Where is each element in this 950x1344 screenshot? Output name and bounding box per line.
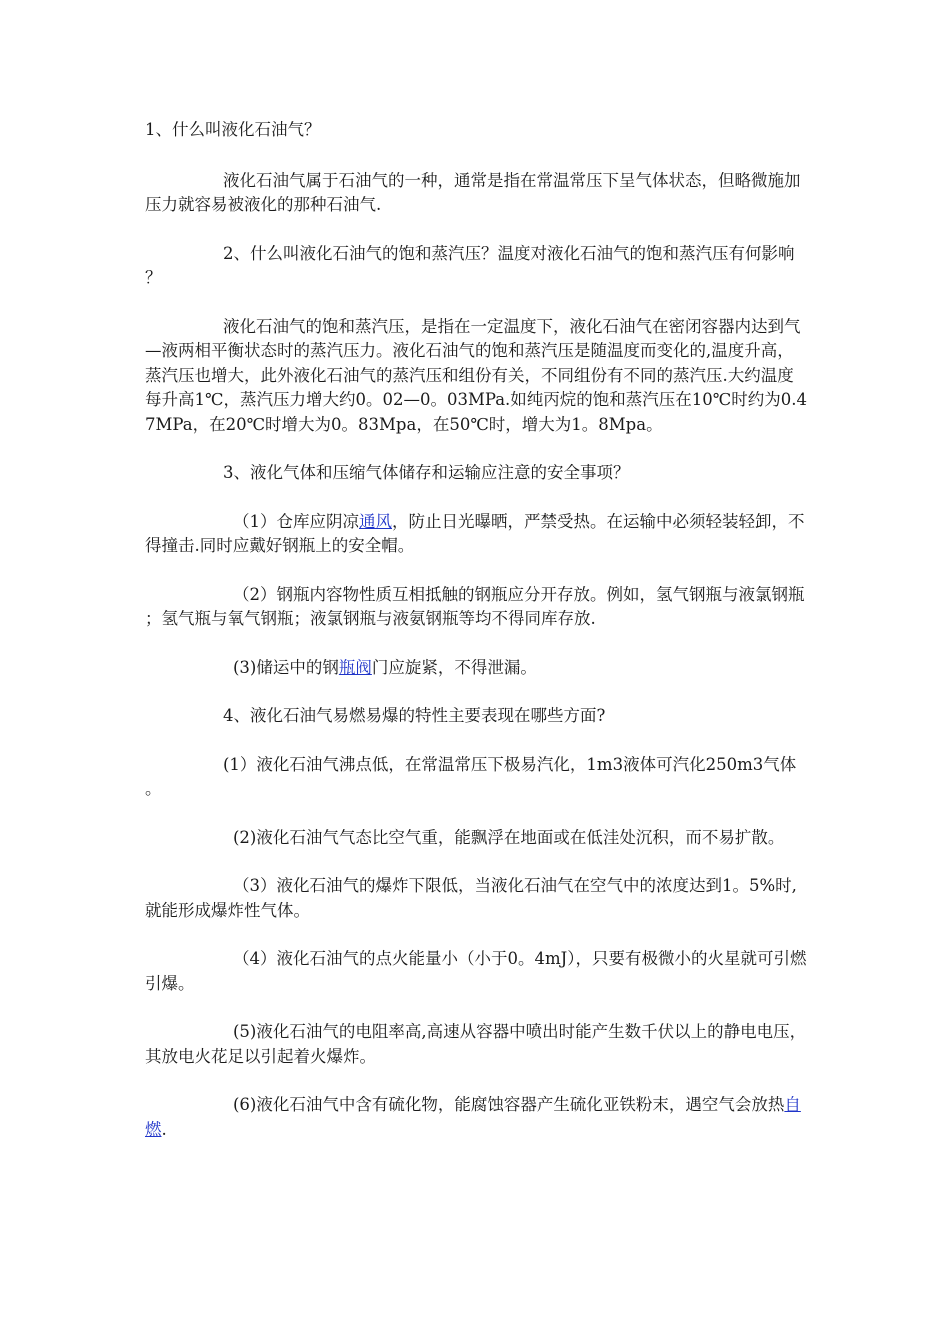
question-4-item-4: （4）液化石油气的点火能量小（小于0。4mJ），只要有极微小的火星就可引燃引爆。 (145, 949, 807, 993)
question-1-answer: 液化石油气属于石油气的一种，通常是指在常温常压下呈气体状态，但略微施加压力就容易被液化的那种石油气. (145, 170, 801, 214)
ventilation-link[interactable]: 通风 (359, 511, 392, 531)
question-4-item-6-text-before: (6)液化石油气中含有硫化物，能腐蚀容器产生硫化亚铁粉末，遇空气会放热 (233, 1095, 785, 1114)
question-4-title: 4、液化石油气易燃易爆的特性主要表现在哪些方面? (223, 706, 606, 725)
question-1-title: 1、什么叫液化石油气？ (145, 120, 321, 139)
question-3-item-1-text-before: （1）仓库应阴凉 (233, 511, 359, 531)
question-4-item-6 (145, 1093, 810, 1142)
document-body (145, 118, 810, 1166)
question-2-title: 2、什么叫液化石油气的饱和蒸汽压？温度对液化石油气的饱和蒸汽压有何影响？ (145, 243, 795, 287)
question-3-title: 3、液化气体和压缩气体储存和运输应注意的安全事项？ (223, 463, 630, 482)
question-4-item-1: (1）液化石油气沸点低，在常温常压下极易汽化，1m3液体可汽化250m3气体。 (145, 754, 797, 798)
question-4-item-6-text-after: . (161, 1119, 167, 1139)
spontaneous-combustion-link[interactable]: 自燃 (145, 1095, 801, 1139)
cylinder-valve-link[interactable]: 瓶阀 (338, 657, 372, 677)
question-2-answer: 液化石油气的饱和蒸汽压，是指在一定温度下，液化石油气在密闭容器内达到气—液两相平衡状态时的蒸汽压力。液化石油气的饱和蒸汽压是随温度而变化的,温度升高，蒸汽压也增大，此外液化石油气的蒸汽压和组份有关，不同组份有不同的蒸汽压.大约温度每升高1℃，蒸汽压力增大约0。02—0。03MPa.如纯丙烷的饱和蒸汽压在10℃时约为0.47MPa，在20℃时增大为0。83Mpa，在50℃时，增大为1。8Mpa。 (145, 316, 807, 434)
question-4-item-2: (2)液化石油气气态比空气重，能飘浮在地面或在低洼处沉积，而不易扩散。 (233, 827, 785, 847)
question-4-item-5: (5)液化石油气的电阻率高,高速从容器中喷出时能产生数千伏以上的静电电压，其放电火花足以引起着火爆炸。 (145, 1022, 807, 1066)
question-3-item-1-text-after: ，防止日光曝晒，严禁受热。在运输中必须轻装轻卸，不得撞击.同时应戴好钢瓶上的安全帽。 (145, 511, 805, 555)
question-3-item-3 (145, 656, 810, 681)
question-3-item-3-text-before: (3)储运中的钢 (233, 657, 339, 677)
question-3-item-2: （2）钢瓶内容物性质互相抵触的钢瓶应分开存放。例如，氢气钢瓶与液氯钢瓶；氢气瓶与氧气钢瓶；液氯钢瓶与液氨钢瓶等均不得同库存放. (145, 584, 805, 628)
question-3-item-3-text-after: 门应旋紧，不得泄漏。 (371, 657, 537, 677)
question-3-item-1 (145, 510, 810, 559)
question-4-item-3: （3）液化石油气的爆炸下限低，当液化石油气在空气中的浓度达到1。5%时,就能形成爆炸性气体。 (145, 876, 797, 920)
